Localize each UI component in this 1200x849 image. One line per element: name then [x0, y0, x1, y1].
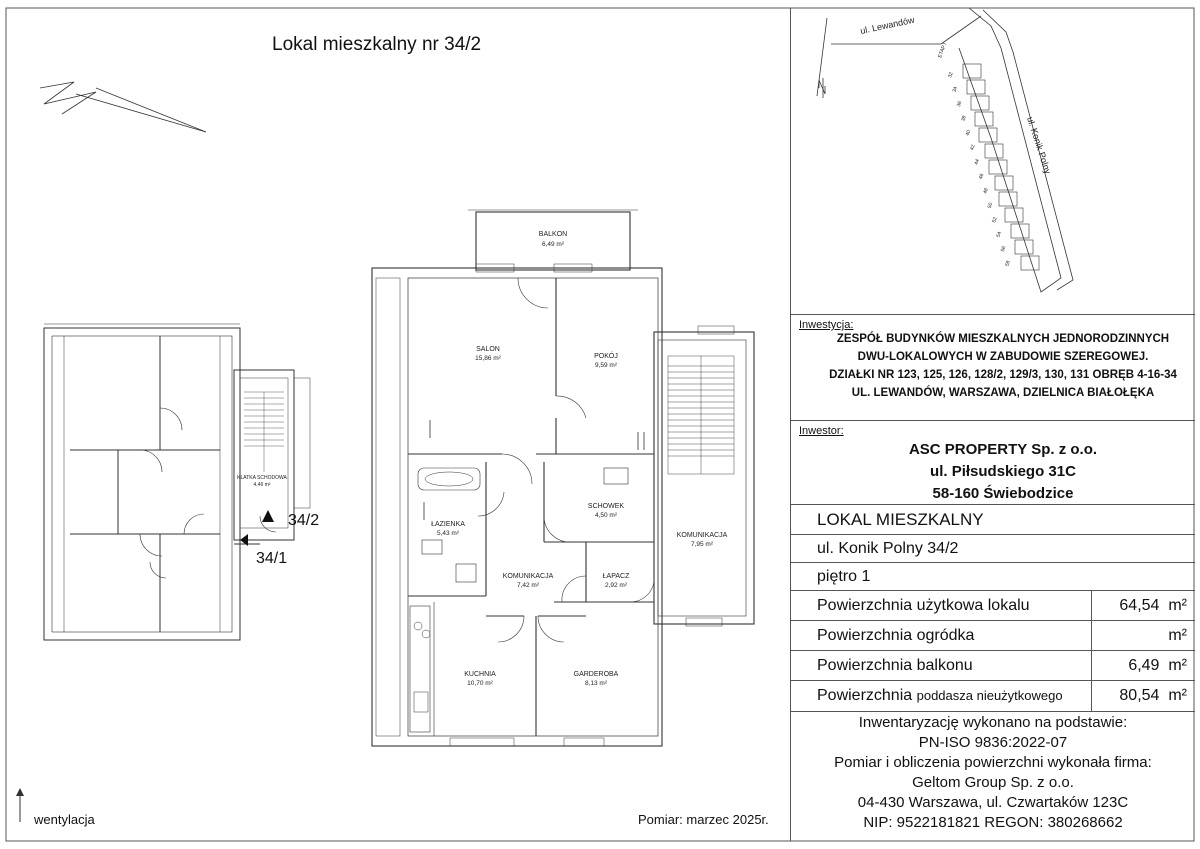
area-label: Powierzchnia balkonu — [817, 657, 973, 674]
lot-number: 36 — [955, 100, 964, 108]
investment-label: Inwestycja: — [799, 319, 854, 331]
lot-number: 38 — [960, 114, 968, 123]
footer-line: Inwentaryzację wykonano na podstawie: — [858, 714, 1128, 731]
room-name-komunikacja-2: KOMUNIKACJA — [676, 532, 728, 539]
room-name-balkon: BALKON — [538, 231, 568, 238]
area-value: 6,49 m² — [1128, 657, 1187, 674]
investment-line: UL. LEWANDÓW, WARSZAWA, DZIELNICA BIAŁOŁĘKA — [851, 387, 1155, 399]
unit-type-row — [791, 504, 1195, 535]
room-area-komunikacja-2: 7,95 m² — [690, 541, 714, 548]
room-area-garderoba: 8,13 m² — [584, 680, 608, 687]
lot-number: 42 — [969, 143, 977, 152]
room-name-salon: SALON — [476, 346, 500, 353]
investor-city: 58-160 Świebodzice — [932, 485, 1074, 502]
unit-label-upper: 34/2 — [288, 512, 320, 529]
area-row — [791, 680, 1195, 712]
area-row — [791, 650, 1195, 681]
room-area-pokoj: 9,59 m² — [594, 362, 618, 369]
room-area-kuchnia: 10,70 m² — [467, 680, 493, 687]
investment-line: DWU-LOKALOWYCH W ZABUDOWIE SZEREGOWEJ. — [857, 351, 1149, 363]
room-name-lapacz: ŁAPACZ — [602, 573, 630, 580]
investor-name: ASC PROPERTY Sp. z o.o. — [908, 441, 1098, 458]
area-value: 64,54 m² — [1119, 597, 1187, 614]
lot-number: 54 — [995, 230, 1004, 239]
investor-street: ul. Piłsudskiego 31C — [930, 463, 1076, 480]
area-label: Powierzchnia użytkowa lokalu — [817, 597, 1030, 614]
room-area-komunikacja-1: 7,42 m² — [516, 582, 540, 589]
street-lewandow: ul. Lewandów — [859, 14, 916, 36]
investment-section — [791, 314, 1195, 421]
area-value: 80,54 m² — [1119, 687, 1187, 704]
unit-floor: piętro 1 — [817, 568, 871, 585]
measurement-note: Pomiar: marzec 2025r. — [638, 812, 769, 827]
room-name-pokoj: POKÓJ — [594, 353, 618, 360]
footer-line: NIP: 9522181821 REGON: 380268662 — [863, 814, 1123, 831]
stair-label: KLATKA SCHODOWA — [237, 475, 287, 481]
area-label: Powierzchnia poddasza nieużytkowego — [817, 687, 1063, 704]
room-name-schowek: SCHOWEK — [587, 503, 625, 510]
investment-line: DZIAŁKI NR 123, 125, 126, 128/2, 129/3, 130, 131 OBRĘB 4-16-34 — [829, 369, 1177, 381]
room-name-garderoba: GARDEROBA — [573, 671, 619, 678]
lot-numbers — [947, 71, 1012, 267]
room-area-lapacz: 2,92 m² — [604, 582, 628, 589]
area-label: Powierzchnia ogródka — [817, 627, 975, 644]
lot-number: 34 — [951, 85, 960, 94]
room-area-balkon: 6,49 m² — [541, 241, 565, 248]
footer-line: 04-430 Warszawa, ul. Czwartaków 123C — [857, 794, 1129, 811]
room-name-komunikacja-1: KOMUNIKACJA — [502, 573, 554, 580]
unit-floor-row — [791, 562, 1195, 591]
room-area-salon: 15,86 m² — [475, 355, 501, 362]
area-value: m² — [1168, 627, 1187, 644]
investment-line: ZESPÓŁ BUDYNKÓW MIESZKALNYCH JEDNORODZINNYCH — [836, 333, 1170, 345]
street-konik-polny: ul. Konik Polny — [1025, 115, 1054, 176]
area-row — [791, 620, 1195, 651]
footer-line: Pomiar i obliczenia powierzchni wykonała firma: — [834, 754, 1152, 771]
lot-number: 56 — [999, 245, 1008, 253]
title-block — [790, 8, 1195, 841]
site-map — [791, 8, 1195, 308]
investor-label: Inwestor: — [799, 425, 844, 437]
north-arrow-icon — [36, 70, 216, 140]
lot-number: 48 — [982, 187, 990, 195]
main-floor-plan — [368, 206, 778, 752]
lot-number: 52 — [991, 216, 999, 224]
small-floor-plan — [40, 322, 320, 652]
lot-number: 40 — [964, 129, 973, 137]
lot-number: 50 — [986, 201, 995, 210]
legend-ventilation: wentylacja — [34, 812, 95, 827]
unit-type: LOKAL MIESZKALNY — [817, 510, 984, 529]
lot-number: 58 — [1004, 259, 1012, 268]
room-name-kuchnia: KUCHNIA — [464, 671, 496, 678]
footer-line: Geltom Group Sp. z o.o. — [912, 774, 1074, 791]
lot-number: 32 — [947, 71, 955, 79]
unit-address: ul. Konik Polny 34/2 — [817, 540, 959, 557]
room-name-lazienka: ŁAZIENKA — [431, 521, 465, 528]
room-area-lazienka: 5,43 m² — [436, 530, 460, 537]
investor-section — [791, 420, 1195, 505]
room-area-schowek: 4,50 m² — [594, 512, 618, 519]
lot-number: 44 — [973, 158, 982, 166]
vent-arrow-icon — [14, 788, 28, 824]
area-row — [791, 590, 1195, 621]
stage-label: ETAP I — [937, 42, 949, 59]
lot-number: 46 — [977, 172, 986, 181]
unit-address-row — [791, 534, 1195, 563]
footer-line: PN-ISO 9836:2022-07 — [918, 734, 1068, 751]
stair-area: 4,46 m² — [253, 482, 271, 488]
unit-label-lower: 34/1 — [256, 550, 288, 567]
sheet-title: Lokal mieszkalny nr 34/2 — [272, 34, 482, 55]
